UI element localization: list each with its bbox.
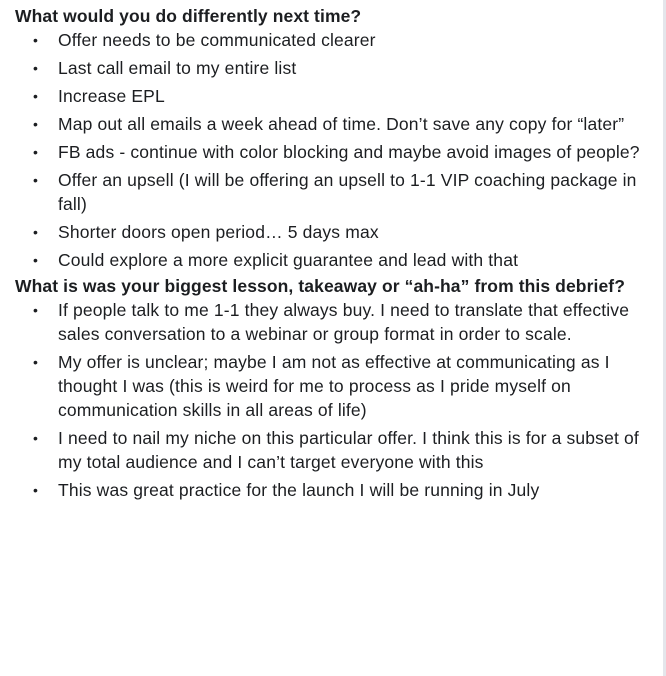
answers-list-lesson <box>15 298 662 502</box>
list-item: • Shorter doors open period… 5 days max <box>33 222 379 242</box>
list-item: • If people talk to me 1-1 they always buy. I need to translate that effective sales conversation to a webinar or group format in order to scale. <box>33 300 630 344</box>
list-item: • Offer an upsell (I will be offering an upsell to 1-1 VIP coaching package in fall) <box>33 170 637 214</box>
answers-list-differently <box>15 28 662 272</box>
bullet-icon: • <box>33 430 39 446</box>
list-item: • FB ads - continue with color blocking and maybe avoid images of people? <box>33 142 640 162</box>
bullet-icon: • <box>33 144 39 160</box>
list-item: • This was great practice for the launch I will be running in July <box>33 480 540 500</box>
bullet-icon: • <box>33 172 39 188</box>
bullet-icon: • <box>33 32 39 48</box>
bullet-icon: • <box>33 482 39 498</box>
bullet-icon: • <box>33 224 39 240</box>
list-item: • Increase EPL <box>33 86 165 106</box>
bullet-icon: • <box>33 88 39 104</box>
list-item: • Could explore a more explicit guarantee and lead with that <box>33 250 519 270</box>
list-item: • Last call email to my entire list <box>33 58 297 78</box>
list-item: • My offer is unclear; maybe I am not as effective at communicating as I thought I was (this is weird for me to process as I pride myself on communication skills in all areas of life) <box>33 352 610 420</box>
list-item: • Map out all emails a week ahead of time. Don’t save any copy for “later” <box>33 114 625 134</box>
bullet-icon: • <box>33 116 39 132</box>
bullet-icon: • <box>33 354 39 370</box>
list-item: • Offer needs to be communicated clearer <box>33 30 376 50</box>
bullet-icon: • <box>33 60 39 76</box>
bullet-icon: • <box>33 252 39 268</box>
bullet-icon: • <box>33 302 39 318</box>
section-heading-differently: What would you do differently next time? <box>15 6 362 26</box>
section-heading-lesson: What is was your biggest lesson, takeaway or “ah-ha” from this debrief? <box>15 276 626 296</box>
list-item: • I need to nail my niche on this particular offer. I think this is for a subset of my total audience and I can’t target everyone with this <box>33 428 639 472</box>
